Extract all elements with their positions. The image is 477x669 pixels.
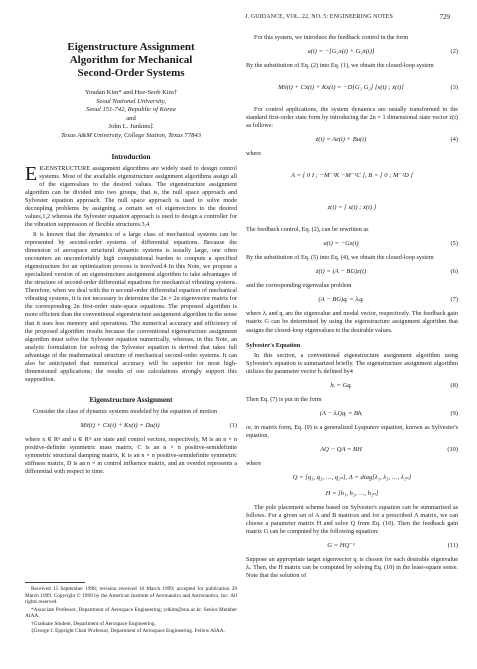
equation-body: (A − BG)qᵢ = λᵢqᵢ — [318, 296, 364, 304]
equation-number: (9) — [450, 409, 458, 417]
left-column — [25, 34, 237, 478]
author-block — [25, 89, 237, 141]
equation-body: (A − λᵢI)qᵢ = Bhᵢ — [319, 409, 363, 417]
ea-paragraph-2: where x ∈ Rⁿ and u ∈ Rᵐ are state and control vectors, respectively, M is an n × n positive-definite symmetric mass matrix, C is an n × n positive-semidefinite symmetric structural damping matrix, K is an n × n positive-semidefinite symmetric stiffness matrix, D is an n × m control influence matrix, and an overdot represents a differential with respect to time. — [25, 435, 237, 476]
ea-paragraph-1: Consider the class of dynamic systems modeled by the equation of motion — [33, 407, 218, 415]
equation-4 — [246, 134, 458, 146]
equation-number: (2) — [450, 48, 458, 56]
footnote-author-1: *Associate Professor, Department of Aerospace Engineering; ydkim@snu.ac.kr. Senior Member AIAA. — [25, 606, 237, 620]
right-paragraph-2: By the substitution of Eq. (2) into Eq. (1), we obtain the closed-loop system — [246, 62, 434, 70]
equation-11 — [246, 540, 458, 552]
equation-number: (6) — [450, 268, 458, 276]
running-head: J. GUIDANCE, VOL. 22, NO. 5: ENGINEERING NOTES — [245, 14, 393, 20]
footnote-author-3: ‡George J. Eppright Chair Professor, Department of Aerospace Engineering. Fellow AIAA. — [31, 627, 225, 634]
page-number: 729 — [439, 13, 450, 21]
right-paragraph-10: or, in matrix form, Eq. (9) is a generalized Lyapunov equation, known as Sylvester's equation, — [246, 423, 458, 439]
right-paragraph-12: The pole placement scheme based on Sylvester's equation can be summarized as follows. For a given set of A and B matrices and for a prescribed Λ matrix, we can choose a parameter matrix H and solve Q from Eq. (10). Then the feedback gain matrix G can be computed by the following equation: — [246, 503, 458, 536]
intro-paragraph-1 — [25, 162, 237, 229]
equation-10-h-matrix — [246, 488, 458, 500]
footnote-author-2: †Graduate Student, Department of Aerospace Engineering. — [31, 620, 156, 627]
equation-body: AQ − QΛ = BH — [320, 445, 362, 453]
intro-heading: Introduction — [111, 152, 151, 161]
where-label: where — [246, 150, 262, 158]
equation-body: Mẍ(t) + Cẋ(t) + Kx(t) = −D[G₁ G₂] [x(t) ; ẋ(t)] — [278, 84, 404, 92]
author-and: and — [126, 114, 136, 122]
equation-6 — [246, 266, 458, 278]
equation-3 — [246, 74, 458, 102]
running-header — [0, 8, 477, 22]
right-paragraph-8: In this section, a conventional eigenstructure assignment algorithm using Sylvester's equation is summarized briefly. The eigenstructure assignment algorithm utilizes the parameter vector hᵢ defined by4 — [246, 351, 458, 375]
sylvester-heading: Sylvester's Equation — [246, 341, 301, 349]
drop-cap: E — [25, 162, 38, 185]
equation-body: u(t) = −[G₁x(t) + G₂ẋ(t)] — [307, 48, 375, 56]
title-line: Second-Order Systems — [77, 67, 185, 79]
author-names-1: Youdan Kim* and Hee-Seob Kim† — [84, 89, 178, 96]
equation-number: (4) — [450, 136, 458, 144]
affiliation-1: Seoul National University, — [96, 97, 166, 105]
equation-body: H = [h₁, h₂, …, h₂ₙ] — [325, 489, 379, 497]
equation-5 — [246, 238, 458, 250]
right-paragraph-11: where — [246, 459, 262, 467]
equation-10-definitions — [246, 472, 458, 484]
equation-body: ż(t) = Az(t) + Bu(t) — [315, 136, 367, 144]
right-column — [246, 34, 458, 582]
paper-title — [25, 41, 237, 80]
footnote-received: Received 15 September 1998; revision received 10 March 1999; accepted for publication 29 March 1999. Copyright © 1999 by the American Institute of Aeronautics and Astronautics, Inc. All rights reserved. — [25, 586, 237, 606]
equation-body: ż(t) = (A − BG)z(t) — [315, 268, 367, 276]
equation-number: (10) — [447, 445, 458, 453]
right-paragraph-1: For this system, we introduce the feedback control in the form — [254, 34, 409, 41]
equation-body: G = HQ⁻¹ — [327, 542, 355, 550]
right-paragraph-6: and the corresponding eigenvalue problem — [246, 282, 352, 290]
title-line: Eigenstructure Assignment — [67, 41, 195, 53]
right-paragraph-9: Then Eq. (7) is put in the form — [246, 395, 322, 403]
equation-body: z(t) = [ x(t) ; ẋ(t) ] — [327, 204, 377, 212]
title-line: Algorithm for Mechanical — [69, 54, 193, 66]
equation-body: hᵢ = Gqᵢ — [330, 381, 352, 389]
right-paragraph-13: Suppose an appropriate target eigenvector qᵢ is chosen for each desirable eigenvalue λᵢ. Then, the H matrix can be computed by solving Eq. (10) in the least-square sense. Note that the solution of — [246, 556, 458, 580]
equation-body: Mẍ(t) + Cẋ(t) + Kx(t) = Du(t) — [80, 421, 160, 429]
author-names-2: John L. Junkins‡ — [108, 123, 154, 131]
footnotes — [25, 582, 237, 635]
equation-7 — [246, 294, 458, 306]
equation-body: u(t) = −Gz(t) — [323, 240, 359, 248]
equation-8 — [246, 380, 458, 392]
equation-body: Q = [q₁, q₂, …, q₂ₙ], Λ = diag[λ₁, λ₂, …, λ₂ₙ] — [292, 473, 412, 481]
equation-number: (5) — [450, 240, 458, 248]
right-paragraph-7: where λᵢ and qᵢ are the eigenvalue and modal vector, respectively. The feedback gain matrix G can be determined by using the eigenstructure assignment algorithm that assigns the closed-loop eigenvalues to the desirable values. — [246, 310, 458, 334]
eigenstructure-heading: Eigenstructure Assignment — [89, 395, 173, 404]
intro-paragraph-1-text: IGENSTRUCTURE assignment algorithms are widely used to design control systems. Most of the available eigenstructure assignment algorithms assign all of the eigenvalues to the desired values. The eigenstructure assignment algorithm can be divided into two groups, that is, the null space approach and Sylvester equation approach. The null space approach is used to solve mode decoupling problems by assigning a certain set of eigenvectors to the desired values,1,2 whereas the Sylvester equation approach is used to design a controller for the vibration suppression of flexible structures.3,4 — [25, 164, 237, 228]
right-paragraph-4: The feedback control, Eq. (2), can be rewritten as — [246, 226, 369, 234]
equation-number: (3) — [450, 84, 458, 92]
intro-paragraph-2: It is known that the dynamics of a large class of mechanical systems can be represented by second-order systems of differential equations. Because the dimension of aerospace structural dynamic systems is usually large, one often encounters an uncomfortably high computational burden to compute a specified eigenstructure for an optimization process is involved.4 In this Note, we propose a specialized version of an eigenstructure assignment algorithm to take advantages of the structure of second-order differential equations for mechanical vibrating systems. Therefore, when we deal with the n second-order differential equation of mechanical vibrating systems, it is not necessary to determine the 2n × 2n eigenvector matrix for the corresponding 2n first-order state-space equations. The proposed algorithm is more efficient than the conventional eigenstructure assignment algorithm in the sense that it uses less memory and operations. The numerical accuracy and efficiency of the proposed algorithm results because the conventional eigenstructure assignment algorithm must solve the Sylvester equation numerically, whereas, in this Note, an analytic formulation for solving the Sylvester equation is derived that takes full advantage of the mathematical structure of mechanical second-order systems. It can also be anticipated that numerical accuracy will be superior for most high-dimensioned applications; the results of our calculations strongly support this supposition. — [25, 230, 237, 383]
equation-4-state-vector — [246, 194, 458, 222]
equation-10 — [246, 444, 458, 456]
footnote-rule — [25, 582, 85, 583]
equation-number: (1) — [229, 421, 237, 429]
equation-4-definitions — [246, 162, 458, 190]
equation-number: (7) — [450, 296, 458, 304]
equation-body: A = [ 0 I ; −M⁻¹K −M⁻¹C ], B = [ 0 ; M⁻¹D ] — [291, 172, 413, 180]
equation-number: (11) — [447, 542, 458, 550]
affiliation-2: Texas A&M University, College Station, Texas 77843 — [60, 131, 202, 139]
equation-1 — [25, 420, 237, 432]
right-paragraph-5: By the substitution of Eq. (5) into Eq. (4), we obtain the closed-loop system — [246, 254, 434, 262]
equation-2 — [246, 46, 458, 58]
equation-number: (8) — [450, 381, 458, 389]
equation-9 — [246, 408, 458, 420]
right-paragraph-3: For control applications, the system dynamics are usually transformed to the standard first-order state form by introducing the 2n × 1 dimensional state vector z(t) as follows: — [246, 106, 458, 130]
affiliation-1-address: Seoul 151-742, Republic of Korea — [86, 106, 176, 114]
